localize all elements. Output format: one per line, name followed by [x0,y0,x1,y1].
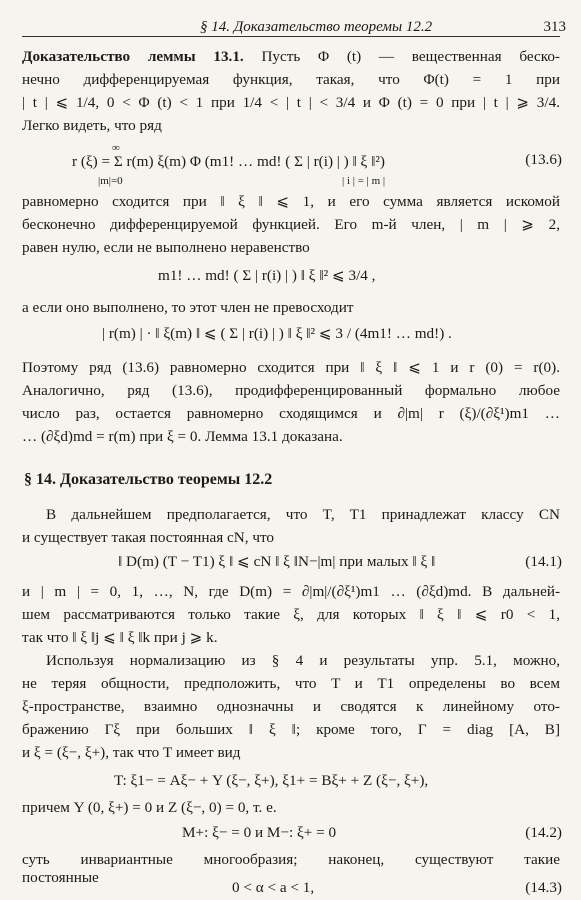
eq-14-3: 0 < α < a < 1, [232,879,315,896]
section-line-9: бражению Γξ при больших ‖ ξ ‖; кроме того, Γ = diag [A, B] [22,721,560,738]
section-heading: § 14. Доказательство теоремы 12.2 [24,471,273,488]
section-line-6: Используя нормализацию из § 4 и результаты упр. 5.1, можно, [46,652,560,669]
section-line-3: и | m | = 0, 1, …, N, где D(m) = ∂|m|/(∂ξ¹)m1 … (∂ξd)md. В дальней- [22,583,560,600]
proof-line-6: бесконечно дифференцируемой функцией. Его m-й член, | m | ⩾ 2, [22,216,560,233]
proof-line-11: число раз, остается равномерно сходящимся и ∂|m| r (ξ)/(∂ξ¹)m1 … [22,405,560,422]
proof-line-2: нечно дифференцируемая функция, такая, что Φ(t) = 1 при [22,71,560,88]
running-head-title: § 14. Доказательство теоремы 12.2 [200,19,433,35]
eq-13-6: r (ξ) = Σ r(m) ξ(m) Φ (m1! … md! ( Σ | r(i) | ) ‖ ξ ‖²) [72,153,385,170]
inequality-2: | r(m) | · ‖ ξ(m) ‖ ⩽ ( Σ | r(i) | ) ‖ ξ ‖² ⩽ 3 / (4m1! … md!) . [102,325,452,342]
section-line-4: шем рассматриваются только такие ξ, для которых ‖ ξ ‖ ⩽ r0 < 1, [22,606,560,623]
proof-line-7: равен нулю, если не выполнено неравенство [22,239,310,256]
eq-14-2-number: (14.2) [525,824,562,841]
proof-line-5: равномерно сходится при ‖ ξ ‖ ⩽ 1, и его сумма является искомой [22,193,560,210]
section-line-7: не теряя общности, предположить, что T и T1 определены во всем [22,675,560,692]
inequality-1: m1! … md! ( Σ | r(i) | ) ‖ ξ ‖² ⩽ 3/4 , [158,267,376,284]
section-line-13: постоянные [22,869,99,886]
eq-13-6-inner-sub: | i | = | m | [342,175,386,187]
section-line-8: ξ-пространстве, взаимно однозначны и сводятся к линейному ото- [22,698,560,715]
eq-T-mapping: T: ξ1− = Aξ− + Y (ξ−, ξ+), ξ1+ = Bξ+ + Z (ξ−, ξ+), [114,772,429,789]
proof-line-3: | t | ⩽ 1/4, 0 < Φ (t) < 1 при 1/4 < | t | < 3/4 и Φ (t) = 0 при | t | ⩾ 3/4. [22,94,560,111]
proof-line-1 [22,45,560,68]
eq-14-2: M+: ξ− = 0 и M−: ξ+ = 0 [182,824,337,841]
proof-line-8: а если оно выполнено, то этот член не превосходит [22,299,354,316]
eq-14-1: ‖ D(m) (T − T1) ξ ‖ ⩽ cN ‖ ξ ‖N−|m| при малых ‖ ξ ‖ [118,553,436,570]
running-head [22,16,566,37]
eq-13-6-number: (13.6) [525,151,562,168]
section-line-10: и ξ = (ξ−, ξ+), так что T имеет вид [22,744,241,761]
section-line-1: В дальнейшем предполагается, что T, T1 принадлежат классу CN [46,506,560,523]
proof-text-1: Пусть Φ (t) — вещественная беско- [261,48,560,65]
section-line-11: причем Y (0, ξ+) = 0 и Z (ξ−, 0) = 0, т. е. [22,799,277,816]
eq-14-1-number: (14.1) [525,553,562,570]
proof-line-4: Легко видеть, что ряд [22,117,162,134]
section-line-2: и существует такая постоянная cN, что [22,529,275,546]
page-number: 313 [543,19,566,35]
eq-13-6-sub: |m|=0 [98,175,123,187]
proof-line-10: Аналогично, ряд (13.6), продифференцированный формально любое [22,382,560,399]
eq-14-3-number: (14.3) [525,879,562,896]
proof-line-9: Поэтому ряд (13.6) равномерно сходится при ‖ ξ ‖ ⩽ 1 и r (0) = r(0). [22,359,560,376]
proof-line-12: … (∂ξd)md = r(m) при ξ = 0. Лемма 13.1 доказана. [22,428,343,445]
eq-13-6-sup: ∞ [112,142,120,154]
section-line-12: суть инвариантные многообразия; наконец, существуют такие [22,851,560,868]
proof-heading: Доказательство леммы 13.1. [22,48,244,65]
section-line-5: так что ‖ ξ ‖j ⩽ ‖ ξ ‖k при j ⩾ k. [22,629,218,646]
